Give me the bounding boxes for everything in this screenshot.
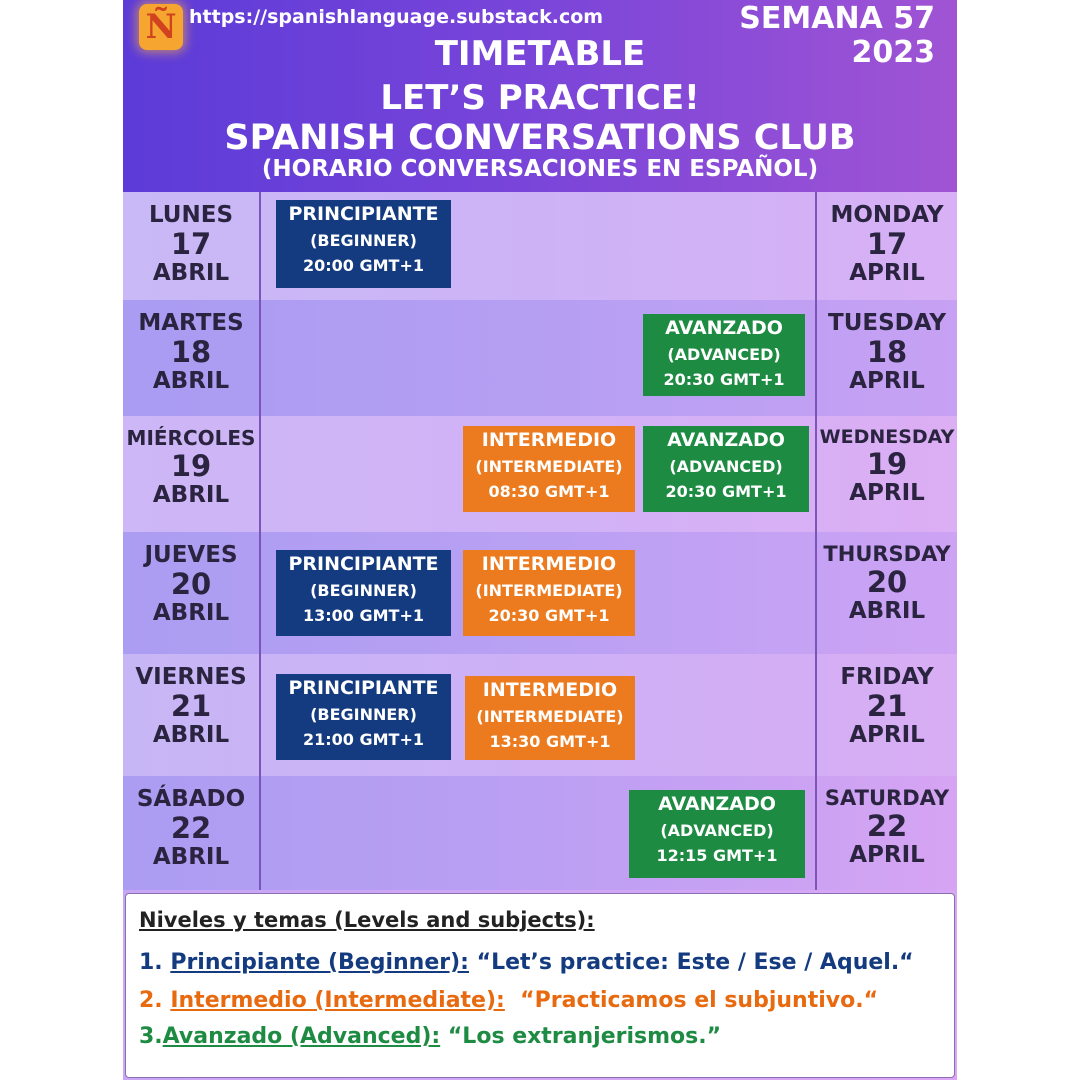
day-month: ABRIL bbox=[152, 722, 230, 748]
day-en-wednesday bbox=[817, 416, 957, 532]
session-tue-advanced[interactable] bbox=[643, 314, 805, 396]
session-time: 20:30 GMT+1 bbox=[488, 606, 610, 625]
legend-title: Niveles y temas (Levels and subjects): bbox=[139, 908, 595, 932]
session-level: PRINCIPIANTE bbox=[288, 677, 439, 699]
subtitle: (HORARIO CONVERSACIONES EN ESPAÑOL) bbox=[261, 156, 819, 182]
row-thursday bbox=[123, 532, 957, 654]
timetable-poster bbox=[123, 0, 957, 1080]
day-month: APRIL bbox=[849, 722, 925, 748]
legend-number: 2. bbox=[139, 988, 171, 1013]
session-time: 20:30 GMT+1 bbox=[665, 482, 787, 501]
session-level: PRINCIPIANTE bbox=[288, 203, 439, 225]
legend-topic: “Let’s practice: Este / Ese / Aquel.“ bbox=[468, 950, 914, 975]
session-time: 13:00 GMT+1 bbox=[302, 606, 424, 625]
legend-box bbox=[125, 893, 955, 1078]
divider-right bbox=[815, 192, 817, 890]
session-time: 20:30 GMT+1 bbox=[663, 370, 785, 389]
day-number: 20 bbox=[866, 565, 908, 599]
legend-level: Principiante (Beginner): bbox=[170, 950, 469, 975]
row-friday bbox=[123, 654, 957, 776]
day-month: ABRIL bbox=[848, 598, 926, 624]
row-wednesday bbox=[123, 416, 957, 532]
day-number: 19 bbox=[866, 447, 908, 481]
day-name: MARTES bbox=[138, 310, 244, 336]
session-time: 13:30 GMT+1 bbox=[489, 732, 611, 751]
day-name: SATURDAY bbox=[824, 786, 950, 810]
row-monday bbox=[123, 192, 957, 300]
session-level-en: (INTERMEDIATE) bbox=[475, 457, 623, 476]
session-level: INTERMEDIO bbox=[481, 553, 617, 575]
legend-topic: “Practicamos el subjuntivo.“ bbox=[504, 988, 879, 1013]
day-number: 18 bbox=[170, 335, 212, 369]
week-number: SEMANA 57 bbox=[739, 1, 935, 36]
legend-beginner bbox=[139, 950, 914, 975]
day-name: LUNES bbox=[148, 202, 234, 228]
day-month: ABRIL bbox=[152, 482, 230, 508]
session-level: AVANZADO bbox=[665, 317, 783, 339]
day-month: ABRIL bbox=[152, 600, 230, 626]
day-month: APRIL bbox=[849, 842, 925, 868]
session-wed-intermediate[interactable] bbox=[463, 426, 635, 512]
day-name: JUEVES bbox=[144, 542, 238, 568]
session-level: INTERMEDIO bbox=[482, 679, 618, 701]
session-level: AVANZADO bbox=[667, 429, 785, 451]
session-level-en: (INTERMEDIATE) bbox=[476, 707, 624, 726]
day-en-friday bbox=[817, 654, 957, 776]
session-time: 08:30 GMT+1 bbox=[488, 482, 610, 501]
day-month: ABRIL bbox=[152, 844, 230, 870]
legend-number: 1. bbox=[139, 950, 171, 975]
session-sat-advanced[interactable] bbox=[629, 790, 805, 878]
day-name: FRIDAY bbox=[840, 664, 934, 690]
day-number: 22 bbox=[866, 809, 908, 843]
day-es-monday bbox=[123, 192, 259, 300]
row-tuesday bbox=[123, 300, 957, 416]
day-name: WEDNESDAY bbox=[819, 426, 955, 448]
day-month: APRIL bbox=[849, 368, 925, 394]
legend-intermediate bbox=[139, 988, 878, 1013]
session-level-en: (ADVANCED) bbox=[669, 457, 783, 476]
legend-number: 3. bbox=[139, 1024, 163, 1049]
row-saturday bbox=[123, 776, 957, 890]
day-name: THURSDAY bbox=[823, 542, 951, 566]
session-thu-beginner[interactable] bbox=[276, 550, 451, 636]
legend-advanced bbox=[139, 1024, 721, 1049]
day-month: APRIL bbox=[849, 480, 925, 506]
session-mon-beginner[interactable] bbox=[276, 200, 451, 288]
day-name: MIÉRCOLES bbox=[126, 426, 256, 450]
day-month: ABRIL bbox=[152, 260, 230, 286]
session-level: PRINCIPIANTE bbox=[288, 553, 439, 575]
session-level-en: (BEGINNER) bbox=[310, 231, 417, 250]
day-name: TUESDAY bbox=[828, 310, 946, 336]
session-level-en: (BEGINNER) bbox=[310, 581, 417, 600]
substack-url[interactable]: https://spanishlanguage.substack.com bbox=[189, 6, 604, 28]
day-number: 17 bbox=[866, 227, 908, 261]
title-line-3: SPANISH CONVERSATIONS CLUB bbox=[224, 118, 856, 158]
day-en-thursday bbox=[817, 532, 957, 654]
session-time: 12:15 GMT+1 bbox=[656, 846, 778, 865]
day-number: 21 bbox=[866, 689, 908, 723]
day-number: 22 bbox=[170, 811, 212, 845]
session-level-en: (INTERMEDIATE) bbox=[475, 581, 623, 600]
legend-level: Intermedio (Intermediate): bbox=[170, 988, 505, 1013]
session-level-en: (ADVANCED) bbox=[667, 345, 781, 364]
legend-level: Avanzado (Advanced): bbox=[162, 1024, 441, 1049]
day-es-saturday bbox=[123, 776, 259, 890]
day-month: ABRIL bbox=[152, 368, 230, 394]
session-level-en: (ADVANCED) bbox=[660, 821, 774, 840]
day-en-tuesday bbox=[817, 300, 957, 416]
title-line-1: TIMETABLE bbox=[434, 34, 646, 74]
legend-topic: “Los extranjerismos.” bbox=[440, 1024, 722, 1049]
day-en-monday bbox=[817, 192, 957, 300]
day-es-tuesday bbox=[123, 300, 259, 416]
session-level: INTERMEDIO bbox=[481, 429, 617, 451]
session-time: 20:00 GMT+1 bbox=[302, 256, 424, 275]
title-line-2: LET’S PRACTICE! bbox=[380, 78, 700, 118]
session-level-en: (BEGINNER) bbox=[310, 705, 417, 724]
logo-letter: Ñ bbox=[145, 7, 177, 47]
day-name: MONDAY bbox=[830, 202, 944, 228]
day-number: 21 bbox=[170, 689, 212, 723]
session-fri-intermediate[interactable] bbox=[465, 676, 635, 760]
day-name: VIERNES bbox=[135, 664, 247, 690]
day-en-saturday bbox=[817, 776, 957, 890]
day-es-thursday bbox=[123, 532, 259, 654]
day-number: 18 bbox=[866, 335, 908, 369]
day-month: APRIL bbox=[849, 260, 925, 286]
session-thu-intermediate[interactable] bbox=[463, 550, 635, 636]
day-name: SÁBADO bbox=[136, 786, 246, 812]
day-es-wednesday bbox=[123, 416, 259, 532]
day-number: 19 bbox=[170, 449, 212, 483]
header bbox=[123, 0, 957, 192]
divider-left bbox=[259, 192, 261, 890]
day-number: 20 bbox=[170, 567, 212, 601]
session-fri-beginner[interactable] bbox=[276, 674, 451, 760]
day-es-friday bbox=[123, 654, 259, 776]
session-wed-advanced[interactable] bbox=[643, 426, 809, 512]
session-level: AVANZADO bbox=[658, 793, 776, 815]
year: 2023 bbox=[851, 35, 935, 70]
session-time: 21:00 GMT+1 bbox=[302, 730, 424, 749]
day-number: 17 bbox=[170, 227, 212, 261]
